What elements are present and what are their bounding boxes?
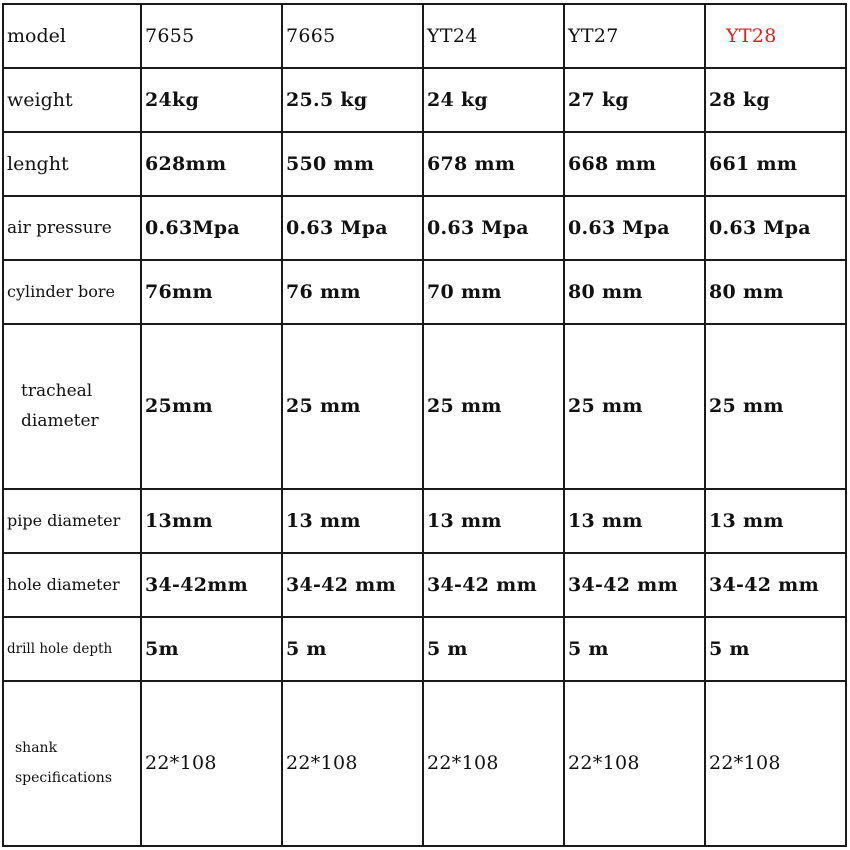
- cell-value: 34-42mm: [141, 553, 282, 617]
- row-label-line1: shank: [15, 740, 58, 757]
- cell-value: 0.63 Mpa: [282, 196, 423, 260]
- cell-value: 13 mm: [423, 489, 564, 553]
- cell-value: 76 mm: [282, 260, 423, 324]
- cell-value: 22*108: [564, 681, 705, 846]
- row-label-line2: diameter: [21, 411, 99, 432]
- cell-value: 0.63 Mpa: [705, 196, 846, 260]
- cell-value: 678 mm: [423, 132, 564, 196]
- cell-value: 25mm: [141, 324, 282, 489]
- cell-value: 13 mm: [282, 489, 423, 553]
- table-row-hole-diameter: [3, 553, 846, 617]
- cell-value: 0.63 Mpa: [423, 196, 564, 260]
- cell-value: 25 mm: [564, 324, 705, 489]
- cell-value: 661 mm: [705, 132, 846, 196]
- cell-value: 70 mm: [423, 260, 564, 324]
- table-row-cylinder-bore: [3, 260, 846, 324]
- table-row-model: [3, 4, 846, 68]
- table-row-drill-hole-depth: [3, 617, 846, 681]
- cell-value: 34-42 mm: [564, 553, 705, 617]
- cell-value: 76mm: [141, 260, 282, 324]
- cell-value: 7655: [141, 4, 282, 68]
- cell-value: 34-42 mm: [705, 553, 846, 617]
- cell-value: 668 mm: [564, 132, 705, 196]
- cell-value: 25.5 kg: [282, 68, 423, 132]
- row-label: air pressure: [3, 196, 141, 260]
- table-row-tracheal-diameter: [3, 324, 846, 489]
- cell-value: 5 m: [705, 617, 846, 681]
- cell-value: 22*108: [423, 681, 564, 846]
- cell-value: YT24: [423, 4, 564, 68]
- cell-value: 22*108: [282, 681, 423, 846]
- cell-value: 13 mm: [705, 489, 846, 553]
- cell-value-highlight: YT28: [705, 4, 846, 68]
- row-label-line1: tracheal: [21, 381, 93, 402]
- cell-value: 28 kg: [705, 68, 846, 132]
- row-label: [3, 324, 141, 489]
- cell-value: 80 mm: [705, 260, 846, 324]
- row-label-line2: specifications: [15, 770, 113, 787]
- cell-value: YT27: [564, 4, 705, 68]
- row-label: model: [3, 4, 141, 68]
- cell-value: 24 kg: [423, 68, 564, 132]
- cell-value: 7665: [282, 4, 423, 68]
- cell-value: 628mm: [141, 132, 282, 196]
- row-label: cylinder bore: [3, 260, 141, 324]
- cell-value: 34-42 mm: [423, 553, 564, 617]
- row-label: pipe diameter: [3, 489, 141, 553]
- table-row-air-pressure: [3, 196, 846, 260]
- cell-value: 24kg: [141, 68, 282, 132]
- spec-table: [2, 3, 847, 847]
- row-label: hole diameter: [3, 553, 141, 617]
- cell-value: 13mm: [141, 489, 282, 553]
- cell-value: 0.63 Mpa: [564, 196, 705, 260]
- table-row-length: [3, 132, 846, 196]
- cell-value: 25 mm: [705, 324, 846, 489]
- cell-value: 25 mm: [423, 324, 564, 489]
- row-label: weight: [3, 68, 141, 132]
- cell-value: 5 m: [282, 617, 423, 681]
- cell-value: 22*108: [141, 681, 282, 846]
- cell-value: 5 m: [564, 617, 705, 681]
- row-label: [3, 681, 141, 846]
- cell-value: 550 mm: [282, 132, 423, 196]
- table-row-shank-specifications: [3, 681, 846, 846]
- table-row-pipe-diameter: [3, 489, 846, 553]
- cell-value: 0.63Mpa: [141, 196, 282, 260]
- table-row-weight: [3, 68, 846, 132]
- cell-value: 27 kg: [564, 68, 705, 132]
- cell-value: 13 mm: [564, 489, 705, 553]
- cell-value: 5 m: [423, 617, 564, 681]
- cell-value: 22*108: [705, 681, 846, 846]
- row-label: lenght: [3, 132, 141, 196]
- cell-value: 80 mm: [564, 260, 705, 324]
- cell-value: 5m: [141, 617, 282, 681]
- row-label: drill hole depth: [3, 617, 141, 681]
- cell-value: 34-42 mm: [282, 553, 423, 617]
- cell-value: 25 mm: [282, 324, 423, 489]
